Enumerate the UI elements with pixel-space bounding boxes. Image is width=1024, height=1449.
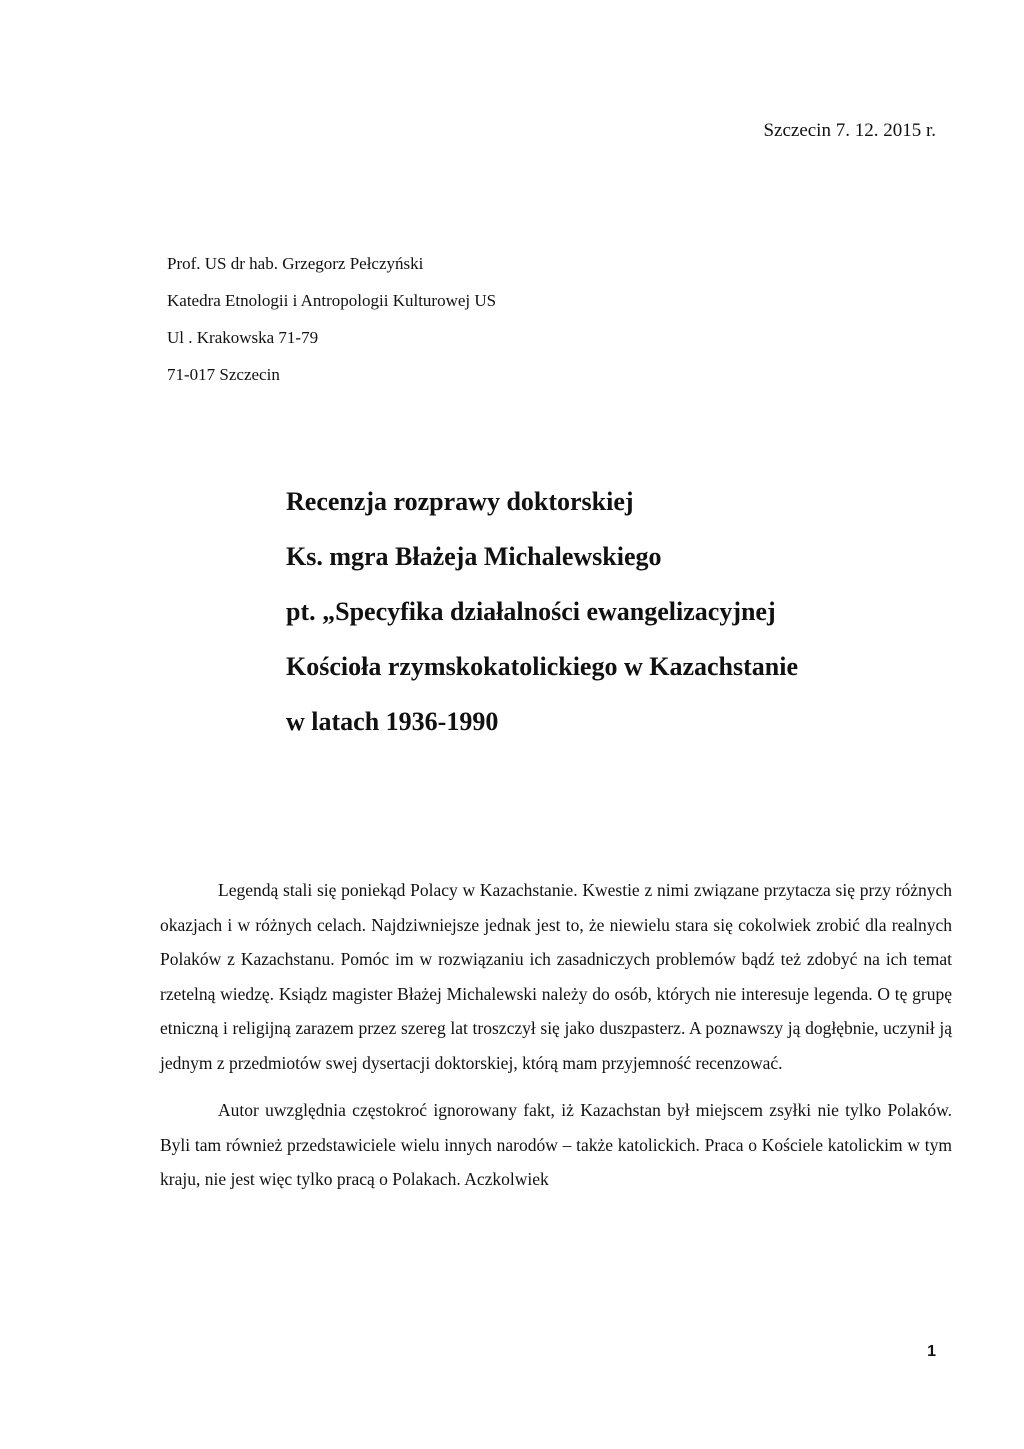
document-date: Szczecin 7. 12. 2015 r. — [763, 120, 936, 141]
title-line: w latach 1936-1990 — [286, 707, 499, 736]
page-number: 1 — [927, 1343, 936, 1360]
title-line: pt. „Specyfika działalności ewangelizacyjnej — [286, 597, 776, 626]
reviewer-address-block — [167, 245, 687, 393]
title-line: Kościoła rzymskokatolickiego w Kazachstanie — [286, 652, 799, 681]
reviewer-department: Katedra Etnologii i Antropologii Kulturowej US — [167, 291, 497, 310]
body-paragraph: Autor uwzględnia częstokroć ignorowany fakt, iż Kazachstan był miejscem zsyłki nie tylko Polaków. Byli tam również przedstawiciele wielu innych narodów – także katolickich. Praca o Kościele katolickim w tym kraju, nie jest więc tylko pracą o Polakach. Aczkolwiek — [160, 1100, 952, 1189]
reviewer-city: 71-017 Szczecin — [167, 365, 280, 384]
title-line: Ks. mgra Błażeja Michalewskiego — [286, 542, 662, 571]
review-title-block — [286, 474, 966, 749]
reviewer-street: Ul . Krakowska 71-79 — [167, 328, 319, 347]
reviewer-name: Prof. US dr hab. Grzegorz Pełczyński — [167, 254, 424, 273]
body-paragraph: Legendą stali się poniekąd Polacy w Kazachstanie. Kwestie z nimi związane przytacza się przy różnych okazjach i w różnych celach. Najdziwniejsze jednak jest to, że niewielu stara się cokolwiek zrobić dla realnych Polaków z Kazachstanu. Pomóc im w rozwiązaniu ich zasadniczych problemów bądź też zdobyć na ich temat rzetelną wiedzę. Ksiądz magister Błażej Michalewski należy do osób, których nie interesuje legenda. O tę grupę etniczną i religijną zarazem przez szereg lat troszczył się jako duszpasterz. A poznawszy ją dogłębnie, uczynił ją jednym z przedmiotów swej dysertacji doktorskiej, którą mam przyjemność recenzować. — [160, 880, 952, 1073]
title-line: Recenzja rozprawy doktorskiej — [286, 487, 634, 516]
review-body — [160, 873, 952, 1197]
